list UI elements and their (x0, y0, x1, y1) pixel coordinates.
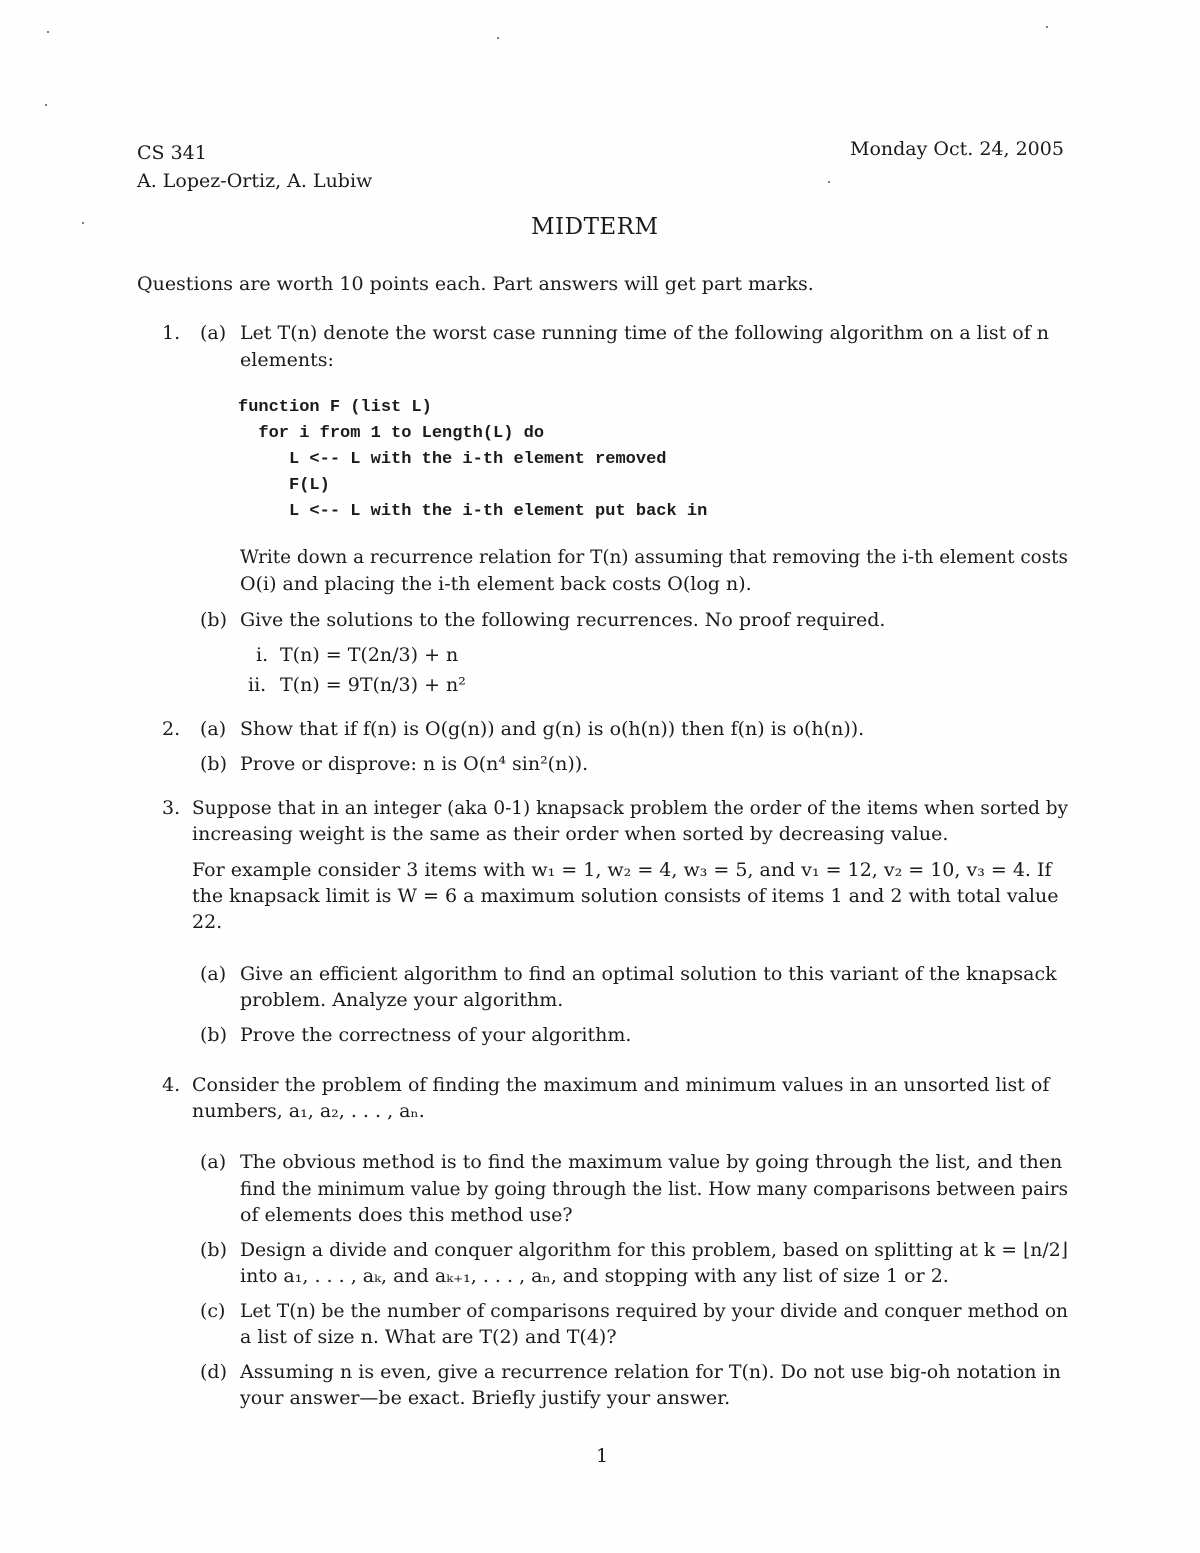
part-label: (a) (200, 963, 227, 985)
question-number: 4. (162, 1074, 181, 1096)
part-label: (a) (200, 1151, 227, 1173)
code-line: for i from 1 to Length(L) do (238, 424, 545, 443)
scan-speck (45, 104, 47, 106)
part-label: (d) (200, 1361, 227, 1383)
item-label: i. (256, 644, 269, 666)
scan-speck (1046, 26, 1048, 28)
question-text: of elements does this method use? (240, 1204, 573, 1226)
question-text: The obvious method is to find the maximum value by going through the list, and then (240, 1151, 1063, 1173)
question-text: find the minimum value by going through the list. How many comparisons between pairs (240, 1178, 1068, 1200)
question-text: Consider the problem of finding the maximum and minimum values in an unsorted list of (192, 1074, 1050, 1096)
page-number: 1 (596, 1445, 609, 1467)
code-line: L <-- L with the i-th element removed (238, 450, 667, 469)
part-label: (b) (200, 1024, 227, 1046)
part-label: (b) (200, 609, 227, 631)
question-text: a list of size n. What are T(2) and T(4)? (240, 1326, 617, 1348)
scan-speck (497, 37, 499, 39)
question-text: elements: (240, 349, 334, 371)
scan-speck (828, 181, 830, 183)
question-number: 1. (162, 322, 181, 344)
question-text: numbers, a₁, a₂, . . . , aₙ. (192, 1100, 425, 1122)
question-text: Prove the correctness of your algorithm. (240, 1024, 632, 1046)
page-title: MIDTERM (531, 214, 659, 240)
recurrence: T(n) = T(2n/3) + n (280, 644, 459, 666)
question-text: your answer—be exact. Briefly justify your answer. (240, 1387, 731, 1409)
question-text: Let T(n) denote the worst case running time of the following algorithm on a list of n (240, 322, 1050, 344)
code-line: L <-- L with the i-th element put back in (238, 502, 708, 521)
instructors: A. Lopez-Ortiz, A. Lubiw (137, 170, 373, 192)
question-text: Give the solutions to the following recurrences. No proof required. (240, 609, 886, 631)
scan-speck (82, 222, 84, 224)
part-label: (b) (200, 753, 227, 775)
question-text: 22. (192, 911, 223, 933)
exam-date: Monday Oct. 24, 2005 (850, 138, 1064, 160)
question-text: Design a divide and conquer algorithm for this problem, based on splitting at k = ⌊n/2⌋ (240, 1239, 1069, 1261)
course-code: CS 341 (137, 142, 207, 164)
question-text: Prove or disprove: n is O(n⁴ sin²(n)). (240, 753, 589, 775)
question-text: For example consider 3 items with w₁ = 1, w₂ = 4, w₃ = 5, and v₁ = 12, v₂ = 10, v₃ = 4. If (192, 859, 1052, 881)
part-label: (a) (200, 322, 227, 344)
question-text: Suppose that in an integer (aka 0-1) knapsack problem the order of the items when sorted by (192, 797, 1069, 819)
question-text: problem. Analyze your algorithm. (240, 989, 564, 1011)
code-line: F(L) (238, 476, 330, 495)
question-text: into a₁, . . . , aₖ, and aₖ₊₁, . . . , aₙ, and stopping with any list of size 1 or 2. (240, 1265, 949, 1287)
question-text: Assuming n is even, give a recurrence relation for T(n). Do not use big-oh notation in (240, 1361, 1061, 1383)
question-text: increasing weight is the same as their order when sorted by decreasing value. (192, 823, 949, 845)
question-text: Let T(n) be the number of comparisons required by your divide and conquer method on (240, 1300, 1069, 1322)
part-label: (b) (200, 1239, 227, 1261)
question-number: 3. (162, 797, 181, 819)
recurrence: T(n) = 9T(n/3) + n² (280, 674, 466, 696)
item-label: ii. (248, 674, 267, 696)
part-label: (a) (200, 718, 227, 740)
question-text: Write down a recurrence relation for T(n) assuming that removing the i-th element costs (240, 546, 1068, 568)
question-text: the knapsack limit is W = 6 a maximum solution consists of items 1 and 2 with total value (192, 885, 1059, 907)
instructions: Questions are worth 10 points each. Part answers will get part marks. (137, 273, 814, 295)
question-text: Give an efficient algorithm to find an optimal solution to this variant of the knapsack (240, 963, 1057, 985)
code-line: function F (list L) (238, 398, 432, 417)
part-label: (c) (200, 1300, 226, 1322)
code-block (238, 395, 707, 525)
question-number: 2. (162, 718, 181, 740)
scan-speck (47, 31, 49, 33)
question-text: O(i) and placing the i-th element back costs O(log n). (240, 573, 752, 595)
question-text: Show that if f(n) is O(g(n)) and g(n) is o(h(n)) then f(n) is o(h(n)). (240, 718, 865, 740)
